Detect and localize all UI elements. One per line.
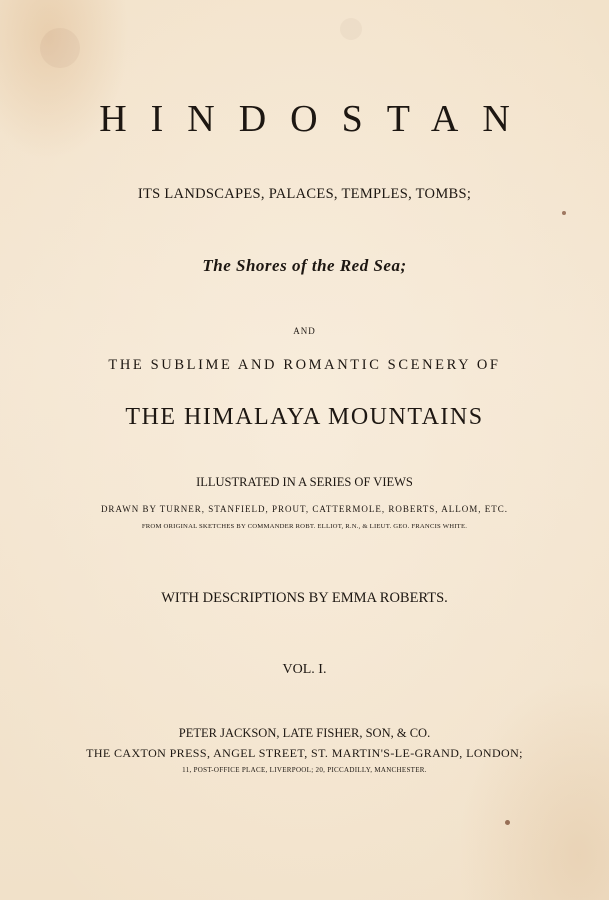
conjunction: AND xyxy=(293,326,316,336)
illustrated-line: ILLUSTRATED IN A SERIES OF VIEWS xyxy=(196,475,413,489)
author-credit: WITH DESCRIPTIONS BY EMMA ROBERTS. xyxy=(161,590,448,606)
sublime-line: THE SUBLIME AND ROMANTIC SCENERY OF xyxy=(108,357,501,373)
subtitle: ITS LANDSCAPES, PALACES, TEMPLES, TOMBS; xyxy=(137,186,472,202)
volume-number: VOL. I. xyxy=(282,662,327,677)
foxing-spot xyxy=(40,28,80,68)
artists-line: DRAWN BY TURNER, STANFIELD, PROUT, CATTERMOLE, ROBERTS, ALLOM, ETC. xyxy=(100,504,509,514)
mountains-heading: THE HIMALAYA MOUNTAINS xyxy=(125,404,484,430)
foxing-spot xyxy=(340,18,362,40)
sketches-credit: FROM ORIGINAL SKETCHES BY COMMANDER ROBT. ELLIOT, R.N., & LIEUT. GEO. FRANCIS WHITE. xyxy=(141,523,468,530)
foxing-spot xyxy=(562,211,566,215)
foxing-spot xyxy=(505,820,510,825)
blackletter-subtitle: The Shores of the Red Sea; xyxy=(202,256,407,275)
book-title: HINDOSTAN xyxy=(99,98,534,140)
press-address: THE CAXTON PRESS, ANGEL STREET, ST. MARTIN'S-LE-GRAND, LONDON; xyxy=(86,746,523,760)
branch-addresses: 11, POST-OFFICE PLACE, LIVERPOOL; 20, PICCADILLY, MANCHESTER. xyxy=(182,766,427,774)
publisher-name: PETER JACKSON, LATE FISHER, SON, & CO. xyxy=(178,726,431,740)
